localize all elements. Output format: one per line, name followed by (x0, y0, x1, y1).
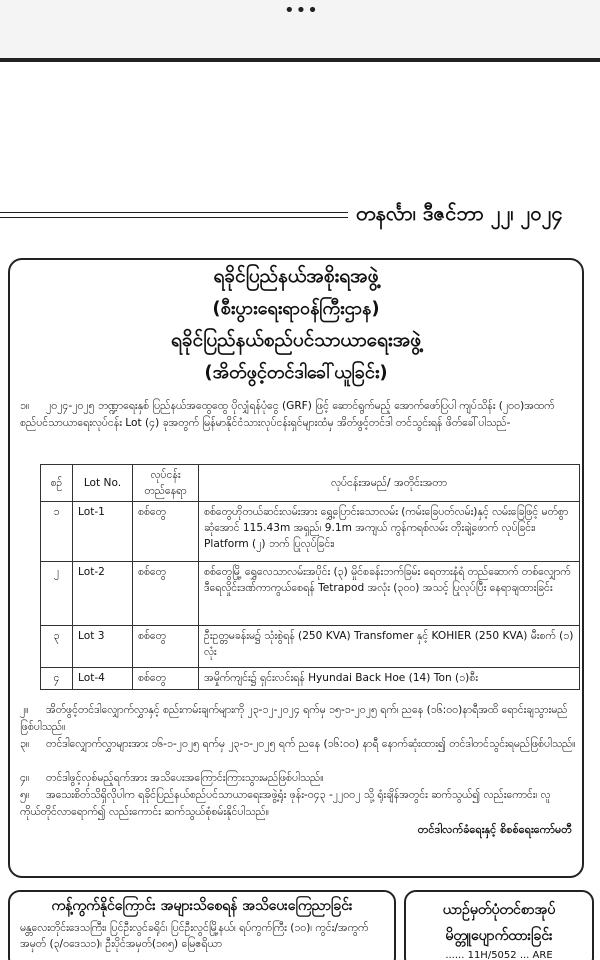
cell-description: စစ်တွေဟိုတယ်ဆင်းလမ်းအား ရွှေ့ပြောင်းသောလမ်း (ကမ်းခြေပတ်လမ်း)နှင့် လမ်းခြေဖြင့် မတ်စွာဆုံအောင် 115.43m အရှည်၊ 9.1m အကျယ် ကွန်ကရစ်လမ်း တိုးချဲ့ဖောက် လုပ်ခြင်း၊ Platform (၂) ဘက် ပြုလုပ်ခြင်း၊ (199, 502, 580, 562)
paragraph-number: ၁။ (20, 400, 30, 412)
cell-number: ၄ (41, 668, 73, 690)
notice-heading-tender: (အိတ်ဖွင့်တင်ဒါခေါ်ယူခြင်း) (204, 362, 388, 383)
cell-location: စစ်တွေ (133, 668, 199, 690)
paragraph-number: ၂။ (20, 704, 29, 716)
header-divider (0, 58, 600, 62)
cell-number: ၂ (41, 562, 73, 626)
cell-lot: Lot-4 (73, 668, 133, 690)
paragraph-text: တင်ဒါဖွင့်လှစ်မည့်ရက်အား အသိပေးအကြောင်းကြားသွားမည်ဖြစ်ပါသည်။ (46, 772, 324, 784)
notice-signature: တင်ဒါလက်ခံရေးနှင့် စိစစ်ရေးကော်မတီ (417, 823, 572, 836)
cell-description: စစ်တွေမြို့ ရွှေလေသာလမ်းအပိုင်း (၃) မှိုင်စခန်းဘက်ခြမ်း ရေတားနံရံ တည်ဆောက် တစ်လျှောက် ဒီရေလှိုင်းဒဏ်ကာကွယ်စေရန် Tetrapod အလုံး (၃၀၀) အသင့် ပြုလုပ်ပြီး နေရာချထားခြင်း (199, 562, 580, 626)
publication-date: တနင်္လာ၊ ဒီဇင်ဘာ ၂၂၊ ၂၀၂၄ (356, 201, 563, 225)
app-top-bar (0, 0, 600, 58)
lost-registration-notice (404, 890, 594, 960)
column-header-description: လုပ်ငန်းအမည်/ အတိုင်းအတာ (199, 465, 580, 502)
paragraph-text: ၂၀၂၄-၂၀၂၅ ဘဏ္ဍာရေးနှစ် ပြည်နယ်အထွေထွေ ပိုလျှံရန်ပုံငွေ (GRF) ဖြင့် ဆောင်ရွက်မည့် အောက်ဖော်ပြပါ ကျပ်သိန်း (၂၀၀)အထက် စည်ပင်သာယာရေးလုပ်ငန်း Lot (၄) ခုအတွက် မြန်မာနိုင်ငံသားလုပ်ငန်းရှင်များထံမှ အိတ်ဖွင့်တင်ဒါ တင်သွင်းရန် ဖိတ်ခေါ်ပါသည်- (20, 400, 555, 429)
cell-description: အမှိုက်ကျင်း၌ ရှင်းလင်းရန် Hyundai Back Hoe (14) Ton (၁)စီး (199, 668, 580, 690)
notice-paragraph-1 (20, 398, 578, 456)
table-row (41, 502, 580, 562)
cell-number: ၁ (41, 502, 73, 562)
paragraph-number: ၄။ (20, 772, 30, 784)
cell-location: စစ်တွေ (133, 502, 199, 562)
cell-lot: Lot 3 (73, 626, 133, 668)
lost-registration-title-line-1: ယာဉ်မှတ်ပုံတင်စာအုပ် (442, 902, 556, 918)
table-row (41, 668, 580, 690)
notice-paragraph-2 (20, 702, 578, 736)
table-row (41, 562, 580, 626)
notice-heading-government: ရခိုင်ပြည်နယ်အစိုးရအဖွဲ့ (213, 265, 379, 287)
lost-registration-body: ...... 11H/5052 ... ARE (445, 950, 553, 960)
notice-heading-committee: ရခိုင်ပြည်နယ်စည်ပင်သာယာရေးအဖွဲ့ (170, 329, 422, 351)
cell-location: စစ်တွေ (133, 626, 199, 668)
cell-lot: Lot-1 (73, 502, 133, 562)
objection-notice-title: ကန့်ကွက်နိုင်ကြောင်း အများသိစေရန် အသိပေးကြေညာခြင်း (51, 898, 353, 914)
paragraph-text: အိတ်ဖွင့်တင်ဒါလျှောက်လွှာနှင့် စည်းကမ်းချက်များကို ၂၃-၁၂-၂၀၂၄ ရက်မှ ၁၅-၁-၂၀၂၅ ရက်၊ ညနေ (၁၆:၀၀)နာရီအထိ ရောင်းချသွားမည်ဖြစ်ပါသည်။ (20, 704, 568, 733)
column-header-location: လုပ်ငန်းတည်နေရာ (133, 465, 199, 502)
paragraph-number: ၃။ (20, 738, 30, 750)
objection-notice (8, 890, 396, 960)
cell-location: စစ်တွေ (133, 562, 199, 626)
table-row (41, 626, 580, 668)
cell-number: ၃ (41, 626, 73, 668)
more-horizontal-icon[interactable]: ••• (284, 0, 319, 21)
column-header-lot: Lot No. (73, 465, 133, 502)
table-header-row (41, 465, 580, 502)
cell-lot: Lot-2 (73, 562, 133, 626)
paragraph-number: ၅။ (20, 789, 30, 801)
tender-notice (8, 258, 584, 878)
notice-paragraph-4 (20, 770, 578, 787)
column-header-number: စဉ် (41, 465, 73, 502)
cell-description: ဦးဥတ္တမခန်းမ၌ သုံးစွဲရန် (250 KVA) Transfomer နှင့် KOHIER (250 KVA) မီးစက် (၁) လုံး (199, 626, 580, 668)
notice-paragraph-3 (20, 736, 578, 753)
date-line (0, 198, 600, 232)
paragraph-text: အသေးစိတ်သိရှိလိုပါက ရခိုင်ပြည်နယ်စည်ပင်သာယာရေးအဖွဲ့ရုံး ဖုန်း-၀၄၃ -၂၂၀၀၂ သို့ ရုံးချိန်အတွင်း ဆက်သွယ်၍ လည်းကောင်း၊ လူကိုယ်တိုင်လာရောက်၍ လည်းကောင်း ဆက်သွယ်စုံစမ်းနိုင်ပါသည်။ (20, 789, 551, 818)
paragraph-text: တင်ဒါလျှောက်လွှာများအား ၁၆-၁-၂၀၂၅ ရက်မှ ၂၃-၁-၂၀၂၅ ရက် ညနေ (၁၆:၀၀) နာရီ နောက်ဆုံးထား၍ တင်ဒါတင်သွင်းရမည်ဖြစ်ပါသည်။ (46, 738, 576, 750)
notice-paragraph-5 (20, 787, 578, 821)
lost-registration-title-line-2: မိတ္တူပျောက်ထားခြင်း (445, 928, 553, 944)
date-rule-lines (0, 212, 348, 218)
notice-heading-ministry: (စီးပွားရေးရာဝန်ကြီးဌာန) (212, 298, 380, 319)
objection-notice-body: မန္တလေးတိုင်းဒေသကြီး၊ ပြင်ဦးလွင်ခရိုင်၊ ပြင်ဦးလွင်မြို့နယ်၊ ရပ်ကွက်ကြီး (၁၀)၊ ကွင်း/အကွက်အမှတ် (၃/၀ဒေသ၁)၊ ဦးပိုင်အမှတ်(၁၈၅) မြေဧရိယာ (20, 922, 369, 950)
lots-table (40, 464, 580, 690)
